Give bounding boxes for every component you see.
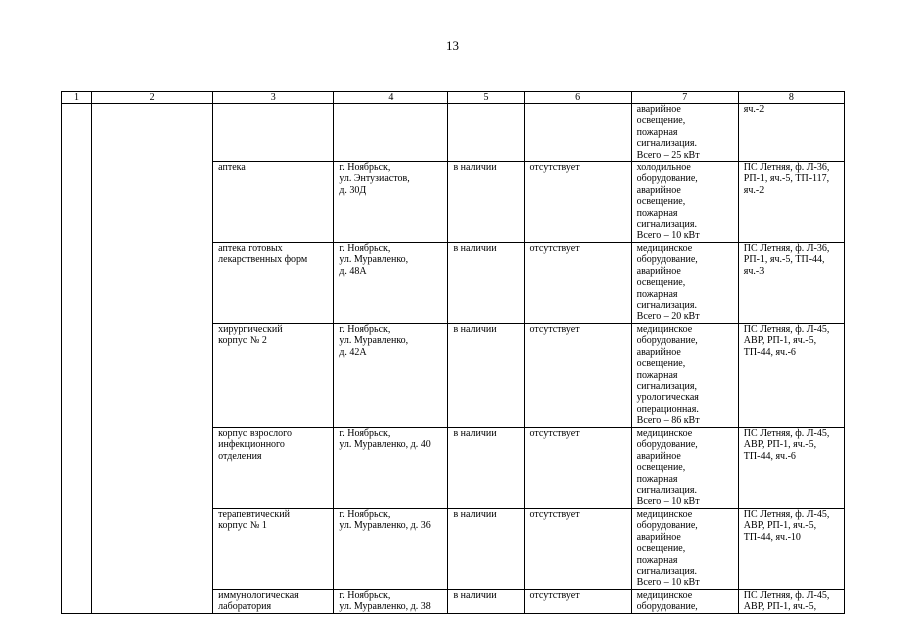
column-number: 1 bbox=[62, 92, 92, 104]
facility-backup bbox=[524, 104, 631, 162]
facility-power-source: ПС Летняя, ф. Л-45, АВР, РП-1, яч.-5, ТП-44, яч.-6 bbox=[738, 428, 844, 509]
facility-name: корпус взрослого инфекционного отделения bbox=[213, 428, 334, 509]
column-number: 8 bbox=[738, 92, 844, 104]
column-number: 6 bbox=[524, 92, 631, 104]
facility-name: аптека bbox=[213, 162, 334, 243]
facility-name: иммунологическая лаборатория bbox=[213, 590, 334, 614]
facility-backup: отсутствует bbox=[524, 509, 631, 590]
facility-backup: отсутствует bbox=[524, 590, 631, 614]
column-number: 2 bbox=[92, 92, 213, 104]
table-row bbox=[62, 104, 845, 162]
page-number: 13 bbox=[446, 38, 459, 53]
facility-power-source: ПС Летняя, ф. Л-45, АВР, РП-1, яч.-5, ТП-44, яч.-6 bbox=[738, 324, 844, 428]
facility-status: в наличии bbox=[448, 509, 524, 590]
facility-power-source: ПС Летняя, ф. Л-45, АВР, РП-1, яч.-5, bbox=[738, 590, 844, 614]
facility-name: хирургический корпус № 2 bbox=[213, 324, 334, 428]
facility-load: медицинское оборудование, аварийное освещение, пожарная сигнализация. Всего – 10 кВт bbox=[631, 509, 738, 590]
facility-address bbox=[334, 104, 448, 162]
facility-status bbox=[448, 104, 524, 162]
facility-status: в наличии bbox=[448, 243, 524, 324]
column-number: 3 bbox=[213, 92, 334, 104]
facility-load: холодильное оборудование, аварийное освещение, пожарная сигнализация. Всего – 10 кВт bbox=[631, 162, 738, 243]
facility-address: г. Ноябрьск, ул. Энтузиастов, д. 30Д bbox=[334, 162, 448, 243]
facility-load: медицинское оборудование, аварийное освещение, пожарная сигнализация. Всего – 20 кВт bbox=[631, 243, 738, 324]
facility-load: медицинское оборудование, bbox=[631, 590, 738, 614]
merged-cell-col2 bbox=[92, 104, 213, 614]
facility-power-source: ПС Летняя, ф. Л-45, АВР, РП-1, яч.-5, ТП-44, яч.-10 bbox=[738, 509, 844, 590]
facility-address: г. Ноябрьск, ул. Муравленко, д. 42А bbox=[334, 324, 448, 428]
facility-status: в наличии bbox=[448, 590, 524, 614]
facility-load: медицинское оборудование, аварийное освещение, пожарная сигнализация. Всего – 10 кВт bbox=[631, 428, 738, 509]
facility-status: в наличии bbox=[448, 162, 524, 243]
facility-address: г. Ноябрьск, ул. Муравленко, д. 40 bbox=[334, 428, 448, 509]
facility-power-source: ПС Летняя, ф. Л-36, РП-1, яч.-5, ТП-117, яч.-2 bbox=[738, 162, 844, 243]
facility-address: г. Ноябрьск, ул. Муравленко, д. 38 bbox=[334, 590, 448, 614]
column-number: 4 bbox=[334, 92, 448, 104]
facility-power-source: ПС Летняя, ф. Л-36, РП-1, яч.-5, ТП-44, яч.-3 bbox=[738, 243, 844, 324]
facility-status: в наличии bbox=[448, 324, 524, 428]
merged-cell-col1 bbox=[62, 104, 92, 614]
facility-name: терапевтический корпус № 1 bbox=[213, 509, 334, 590]
facility-name bbox=[213, 104, 334, 162]
facility-backup: отсутствует bbox=[524, 243, 631, 324]
facility-backup: отсутствует bbox=[524, 428, 631, 509]
facility-status: в наличии bbox=[448, 428, 524, 509]
facility-backup: отсутствует bbox=[524, 324, 631, 428]
facility-power-source: яч.-2 bbox=[738, 104, 844, 162]
column-number: 7 bbox=[631, 92, 738, 104]
facility-load: медицинское оборудование, аварийное освещение, пожарная сигнализация, урологическая операционная. Всего – 86 кВт bbox=[631, 324, 738, 428]
facility-name: аптека готовых лекарственных форм bbox=[213, 243, 334, 324]
facility-backup: отсутствует bbox=[524, 162, 631, 243]
facility-load: аварийное освещение, пожарная сигнализация. Всего – 25 кВт bbox=[631, 104, 738, 162]
column-number-row bbox=[62, 92, 845, 104]
column-number: 5 bbox=[448, 92, 524, 104]
facilities-table bbox=[61, 91, 845, 614]
facility-address: г. Ноябрьск, ул. Муравленко, д. 36 bbox=[334, 509, 448, 590]
facility-address: г. Ноябрьск, ул. Муравленко, д. 48А bbox=[334, 243, 448, 324]
